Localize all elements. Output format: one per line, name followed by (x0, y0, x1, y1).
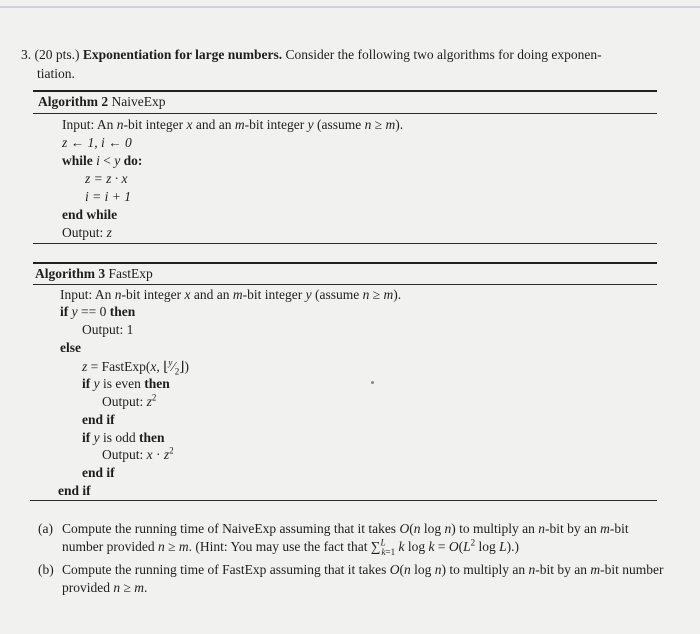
algo3-header-rule (33, 284, 657, 285)
algo2-line-while: while i < y do: (62, 153, 143, 168)
problem-heading (21, 47, 602, 63)
scan-speck (371, 381, 374, 384)
algo2-header (38, 94, 165, 110)
question-a-label: (a) (38, 521, 53, 536)
question-a (38, 520, 668, 560)
algo3-line-if-zero: if y == 0 then (60, 304, 136, 319)
algo3-line-endif-3: end if (58, 483, 91, 498)
algo2-line-input: Input: An n-bit integer x and an m-bit integer y (assume n ≥ m). (62, 117, 404, 132)
question-a-text: Compute the running time of NaiveExp assuming that it takes O(n log n) to multiply an n-bit by an m-bit number provided n ≥ m. (Hint: You may use the fact that ∑$^L_{k=1}$ k $\log k = O(L^2$ log L).) (62, 521, 629, 557)
algo3-line-endif-1: end if (82, 412, 115, 427)
algo3-label: Algorithm 3 (35, 266, 106, 281)
problem-intro-1: Consider the following two algorithms for doing exponen- (285, 47, 602, 62)
top-border (0, 6, 700, 8)
question-b-label: (b) (38, 562, 54, 577)
problem-number: 3. (21, 47, 32, 62)
problem-title: Exponentiation for large numbers. (82, 47, 283, 62)
algo3-header (35, 266, 153, 282)
algo2-name: NaiveExp (111, 94, 166, 109)
algo3-top-rule (33, 262, 657, 264)
algo2-line-endwhile: end while (62, 207, 118, 222)
algo3-line-if-even: if y is even then (82, 376, 170, 391)
algo2-line-mult: z = z · x (85, 171, 128, 186)
algo3-line-output-even: Output: $z^2$ (102, 392, 157, 409)
algo2-bottom-rule (33, 243, 657, 244)
question-b-text: Compute the running time of FastExp assuming that it takes O(n log n) to multiply an n-bit by an m-bit number provided n ≥ m. (62, 562, 664, 595)
algo2-line-init: z ← 1, i ← 0 (62, 135, 132, 150)
problem-intro-2: tiation. (37, 66, 75, 81)
algo3-line-recurse: z = FastExp(x, $⌊^y⁄_2⌋$) (82, 357, 189, 377)
algo2-top-rule (33, 90, 657, 92)
algo2-line-output: Output: z (62, 225, 112, 240)
algo3-line-input: Input: An n-bit integer x and an m-bit integer y (assume n ≥ m). (60, 287, 402, 302)
algo2-line-incr: i = i + 1 (85, 189, 131, 204)
algo3-line-output-odd: Output: $x \cdot z^2$ (102, 445, 174, 462)
algo3-line-if-odd: if y is odd then (82, 430, 165, 445)
algo3-line-endif-2: end if (82, 465, 115, 480)
algo2-label: Algorithm 2 (38, 94, 109, 109)
algo3-line-else: else (60, 340, 81, 355)
algo3-name: FastExp (108, 266, 153, 281)
problem-points: (20 pts.) (34, 47, 80, 62)
question-b (38, 561, 668, 601)
algo3-bottom-rule (30, 500, 657, 501)
algo3-line-output1: Output: 1 (82, 322, 134, 337)
algo2-header-rule (33, 113, 657, 114)
